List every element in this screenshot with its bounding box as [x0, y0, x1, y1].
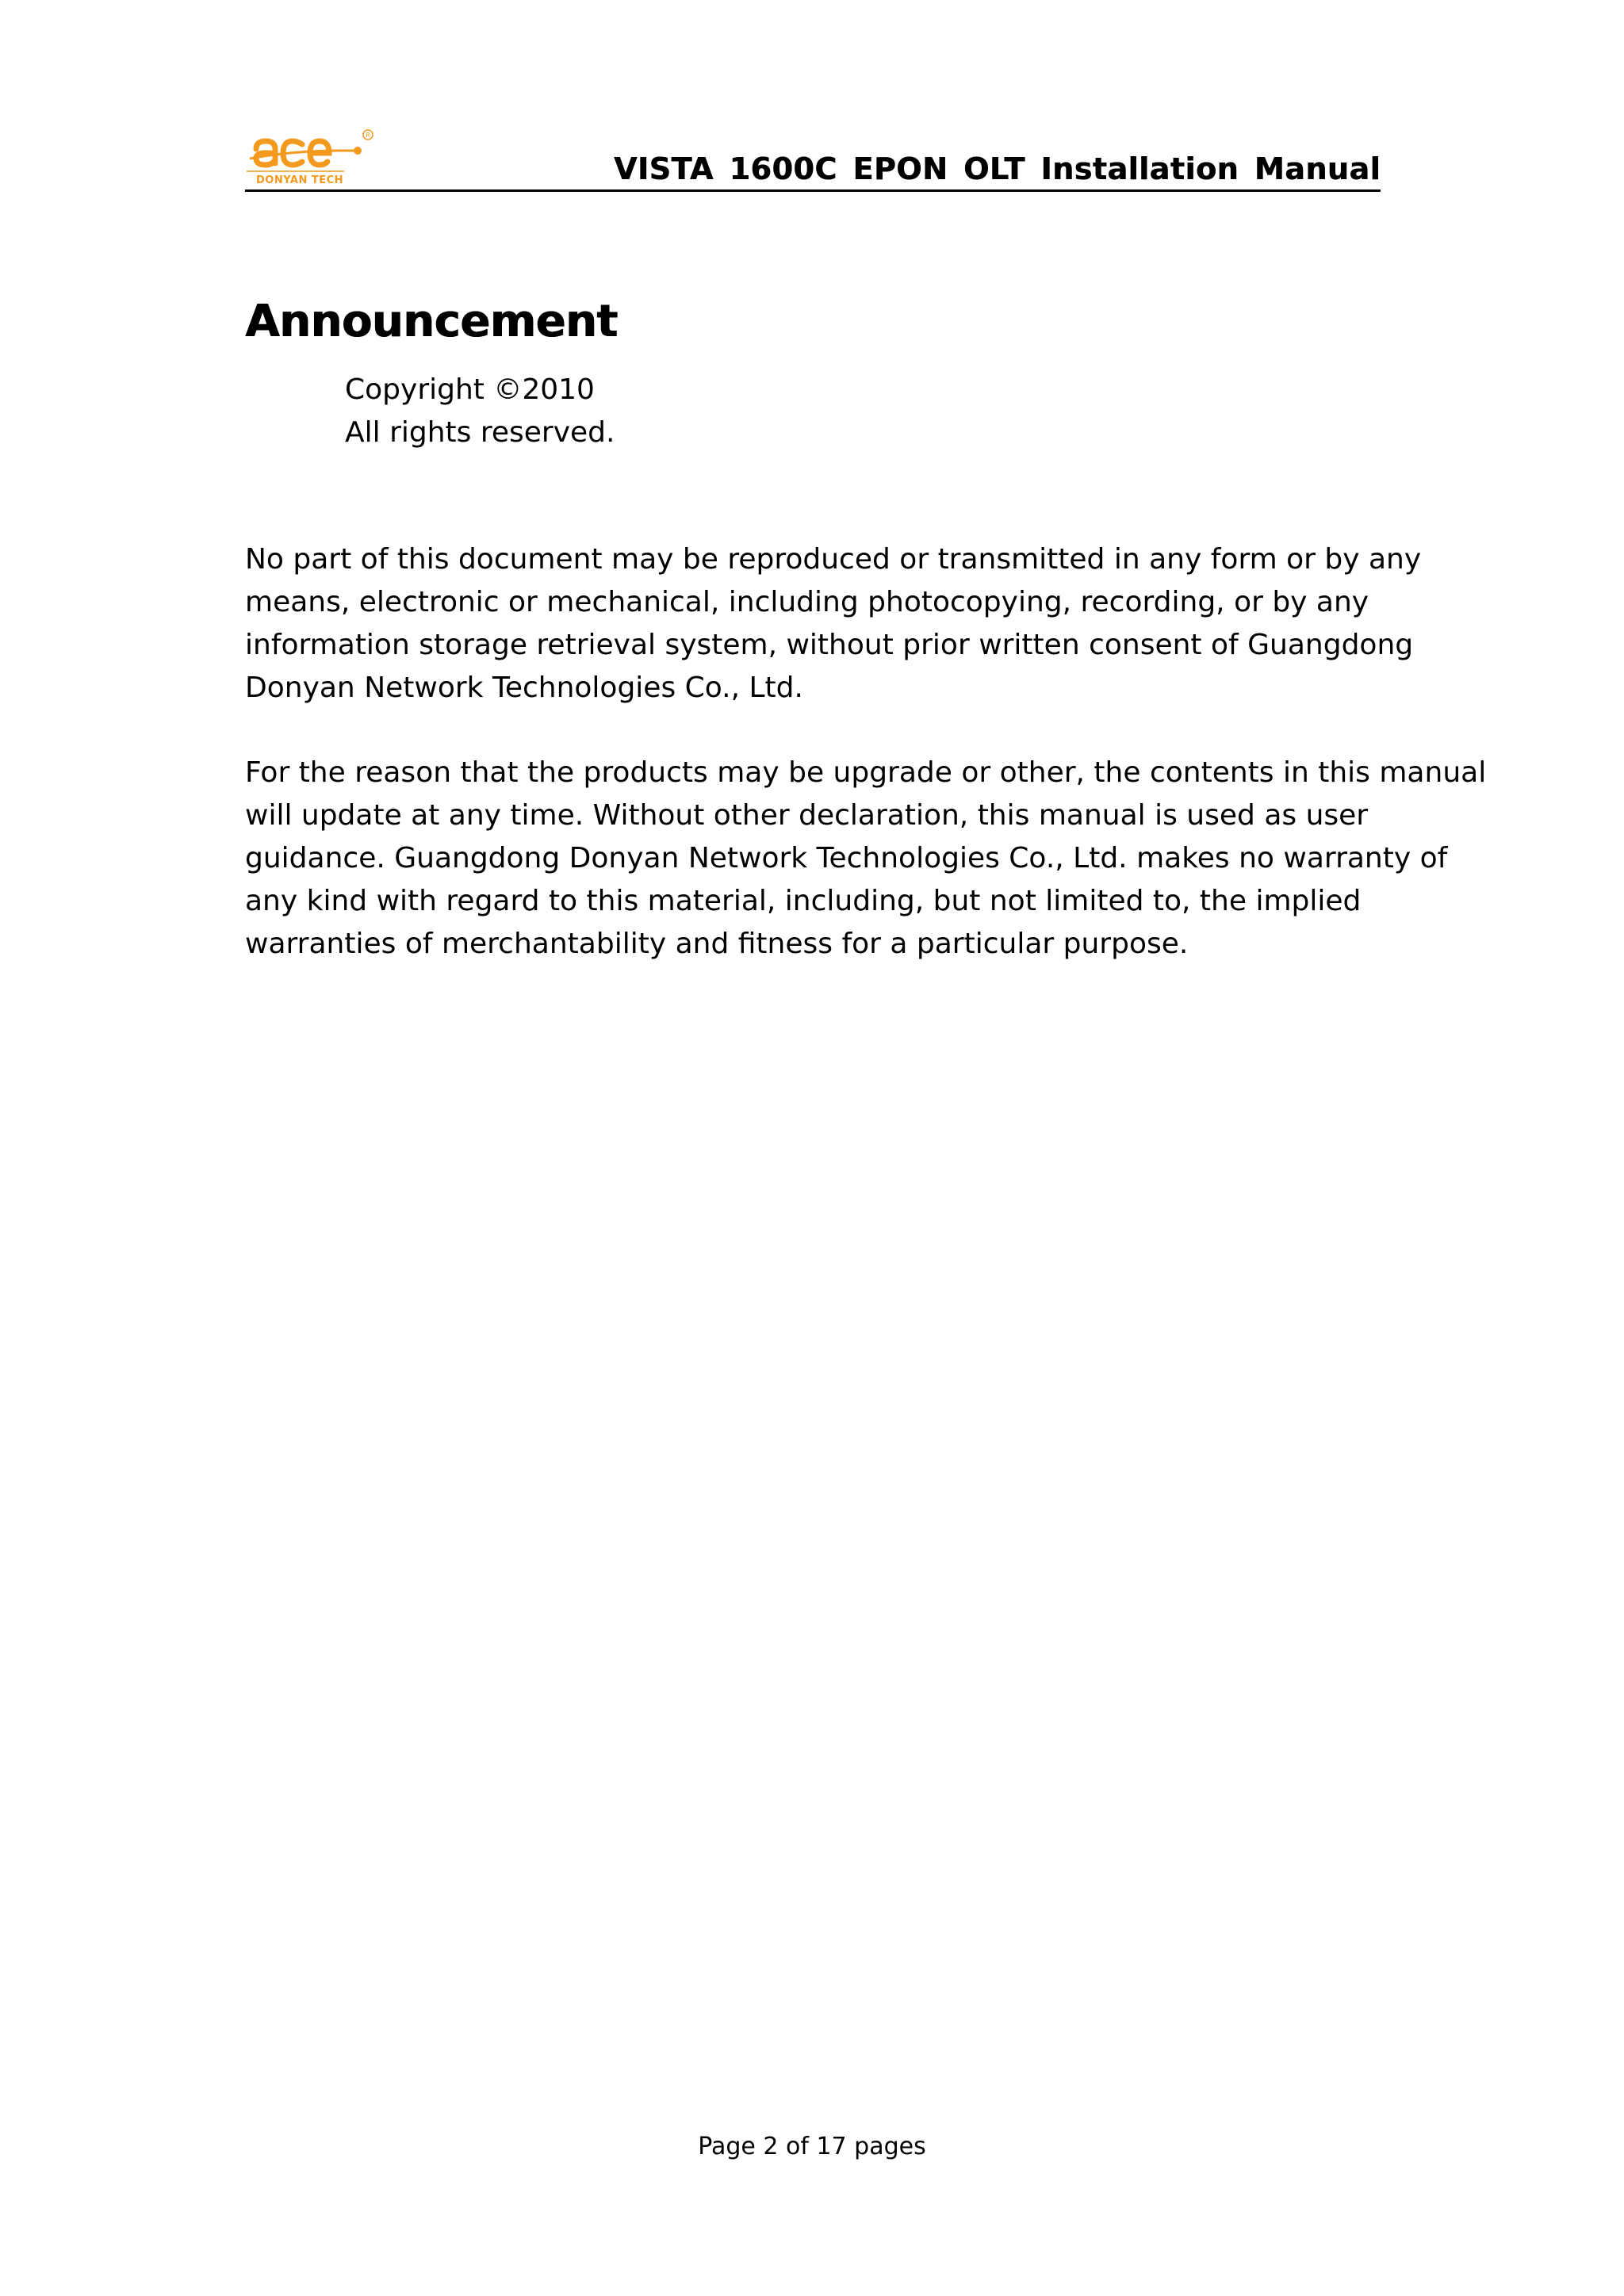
paragraph-line: any kind with regard to this material, including, but not limited to, the implied [245, 885, 1362, 917]
paragraph-warranty-notice [245, 752, 1487, 966]
paragraph-reproduction-notice [245, 538, 1422, 710]
logo-text: DONYAN TECH [256, 174, 344, 186]
paragraph-line: Donyan Network Technologies Co., Ltd. [245, 672, 803, 704]
manual-title: VISTA 1600C EPON OLT Installation Manual [613, 151, 1381, 186]
paragraph-line: No part of this document may be reproduced or transmitted in any form or by any [245, 543, 1422, 576]
paragraph-line: guidance. Guangdong Donyan Network Technologies Co., Ltd. makes no warranty of [245, 842, 1448, 874]
paragraph-line: means, electronic or mechanical, including photocopying, recording, or by any [245, 586, 1369, 618]
page-header [245, 119, 1381, 192]
rights-line: All rights reserved. [345, 416, 615, 449]
page-number: Page 2 of 17 pages [698, 2133, 926, 2160]
copyright-line: Copyright ©2010 [345, 373, 595, 406]
svg-text:R: R [366, 132, 370, 139]
copyright-block [345, 369, 615, 454]
page-heading: Announcement [245, 296, 618, 347]
paragraph-line: will update at any time. Without other declaration, this manual is used as user [245, 799, 1369, 832]
donyan-logo [245, 127, 376, 186]
paragraph-line: information storage retrieval system, without prior written consent of Guangdong [245, 629, 1414, 661]
paragraph-line: For the reason that the products may be upgrade or other, the contents in this manual [245, 756, 1487, 789]
donyan-logo-icon [245, 127, 376, 186]
paragraph-line: warranties of merchantability and fitness for a particular purpose. [245, 928, 1189, 960]
